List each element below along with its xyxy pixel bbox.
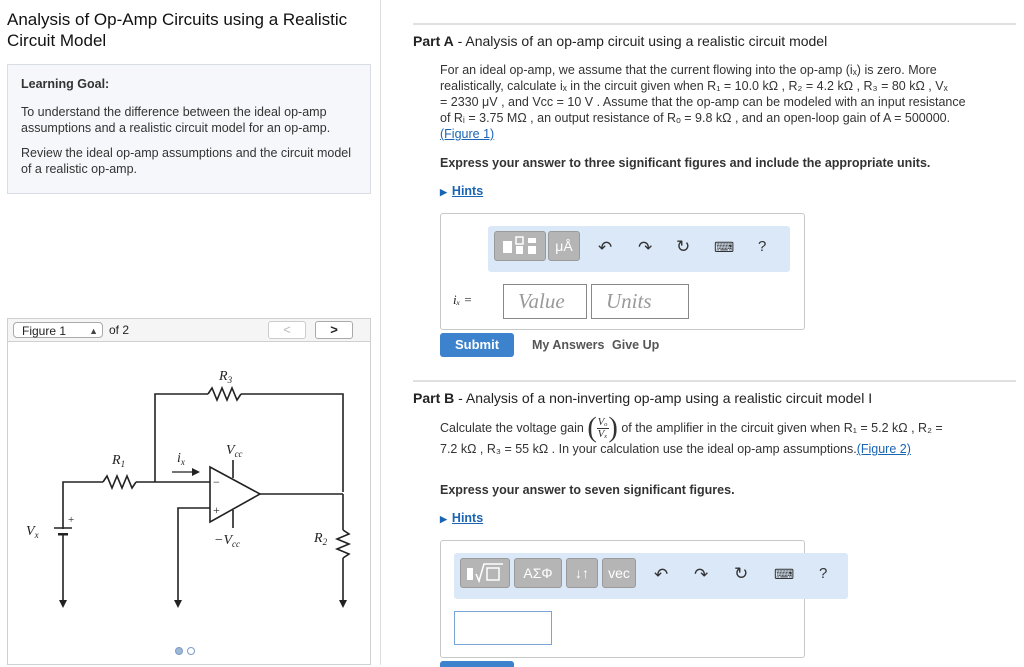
my-answers-link[interactable]: My Answers: [532, 338, 605, 352]
templates-button[interactable]: [494, 231, 546, 261]
resistor-r2: [337, 530, 349, 558]
help-button[interactable]: ?: [758, 238, 767, 255]
submit-button[interactable]: Submit: [440, 333, 514, 357]
help-button[interactable]: ?: [819, 565, 828, 582]
undo-icon[interactable]: ↶: [598, 238, 613, 257]
figure-pager: [175, 642, 199, 660]
part-b-instruction: Express your answer to seven significant figures.: [440, 483, 735, 497]
pager-dot-1[interactable]: [175, 647, 183, 655]
left-panel: [0, 0, 381, 665]
pager-dot-2[interactable]: [187, 647, 195, 655]
label-source-plus: +: [68, 514, 75, 526]
label-r2: $R_2$: [314, 531, 328, 547]
vec-button[interactable]: vec: [602, 558, 636, 588]
redo-icon[interactable]: ↷: [638, 238, 653, 257]
ground-arrow-left: [59, 600, 67, 608]
undo-icon[interactable]: ↶: [654, 565, 669, 584]
figure-next-button[interactable]: >: [315, 321, 353, 339]
gain-fraction: $\frac{\text{Vₒ}}{\text{Vₓ}}$: [597, 416, 608, 441]
figure-select-value: Figure 1: [22, 324, 67, 338]
page-title: Analysis of Op-Amp Circuits using a Realistic Circuit Model: [7, 10, 348, 50]
templates-sqrt-button[interactable]: [460, 558, 510, 588]
label-ix: $i_x$: [177, 451, 185, 467]
part-b-header: Part B - Analysis of a non-inverting op-amp using a realistic circuit model I: [413, 390, 873, 406]
ground-arrow-right: [339, 600, 347, 608]
figure-prev-button[interactable]: <: [268, 321, 306, 339]
reset-icon[interactable]: ↻: [734, 564, 749, 583]
resistor-r1: [103, 476, 136, 488]
part-b-toolbar: [454, 553, 848, 599]
part-a-header: Part A - Analysis of an op-amp circuit using a realistic circuit model: [413, 33, 828, 49]
part-a-instruction: Express your answer to three significant figures and include the appropriate units.: [440, 156, 931, 170]
updown-arrows-icon: ▲: [89, 326, 98, 336]
answer-label-ix: iₓ =: [453, 292, 473, 307]
label-vx: $V_x$: [26, 524, 39, 540]
learning-goal-review: Review the ideal op-amp assumptions and the circuit model of a realistic op-amp.: [21, 146, 352, 176]
label-r1: $R_1$: [112, 453, 126, 469]
part-a-answer-box: [440, 213, 805, 330]
wire-source: [63, 482, 103, 542]
part-a-question: For an ideal op-amp, we assume that the current flowing into the op-amp (iₓ) is zero. More realistically, calculate iₓ in the circuit given when R₁ = 10.0 kΩ , R₂ = 4.2 kΩ , R₃ = 80 kΩ , Vₓ = 2330 μV , and Vᴄᴄ = 10 V . Assume that the op-amp can be modeled with an input resistance of Rᵢ = 3.75 MΩ , an output resistance of Rₒ = 9.8 kΩ , and an open-loop gain of A = 500000. (Figure 1): [440, 63, 966, 141]
figure-count: of 2: [109, 323, 130, 337]
greek-button[interactable]: ΑΣΦ: [514, 558, 562, 588]
divider-part-a: [413, 23, 1016, 25]
figure-1-link[interactable]: (Figure 1): [440, 127, 495, 141]
units-input[interactable]: Units: [591, 284, 689, 319]
keyboard-icon[interactable]: ⌨: [714, 239, 735, 255]
give-up-link[interactable]: Give Up: [612, 338, 660, 352]
reset-icon[interactable]: ↻: [676, 237, 691, 256]
keyboard-icon[interactable]: ⌨: [774, 566, 795, 582]
wire-feedback-right: [241, 394, 343, 492]
part-b-hints[interactable]: ▶ Hints: [440, 511, 484, 525]
value-input[interactable]: Value: [503, 284, 587, 319]
redo-icon[interactable]: ↷: [694, 565, 709, 584]
wire-feedback-left: [155, 394, 208, 482]
part-a-hints[interactable]: ▶ Hints: [440, 184, 484, 198]
figure-2-link[interactable]: (Figure 2): [856, 442, 911, 457]
resistor-r3: [208, 388, 241, 400]
submit-button-partial[interactable]: [440, 661, 514, 667]
caret-right-icon: ▶: [440, 187, 447, 197]
learning-goal-heading: Learning Goal:: [21, 77, 110, 91]
figure-nav-bar: [7, 318, 371, 342]
caret-right-icon: ▶: [440, 514, 447, 524]
circuit-diagram: [8, 342, 370, 632]
label-neg-vcc: $-V_{cc}$: [214, 533, 240, 549]
figure-area: [7, 342, 371, 665]
answer-input[interactable]: [454, 611, 552, 645]
label-r3: $R_3$: [219, 369, 233, 385]
wire-plus-ground: [178, 508, 210, 600]
learning-goal-box: [7, 64, 371, 194]
learning-goal-text: To understand the difference between the ideal op-amp assumptions and a realistic circuit model for an op-amp.: [21, 105, 331, 135]
figure-select[interactable]: [13, 322, 103, 338]
part-b-answer-box: [440, 540, 828, 658]
units-button[interactable]: μÅ: [548, 231, 580, 261]
label-minus: −: [213, 475, 220, 489]
arrows-button[interactable]: ↓↑: [566, 558, 598, 588]
part-b-question: Calculate the voltage gain ( $\frac{\text{Vₒ}}{\text{Vₓ}}$) of the amplifier in the circuit given when R₁ = 5.2 kΩ , R₂ = 7.2 kΩ , R₃ = 55 kΩ . In your calculation use the ideal op-amp assumptions.(Figure 2): [440, 412, 943, 457]
right-panel: [413, 0, 1016, 665]
divider-part-b: [413, 380, 1016, 382]
part-a-toolbar: [488, 226, 790, 272]
label-vcc: $V_{cc}$: [226, 443, 243, 459]
ix-arrowhead: [192, 468, 200, 476]
ground-arrow-mid: [174, 600, 182, 608]
label-plus: +: [213, 503, 220, 517]
